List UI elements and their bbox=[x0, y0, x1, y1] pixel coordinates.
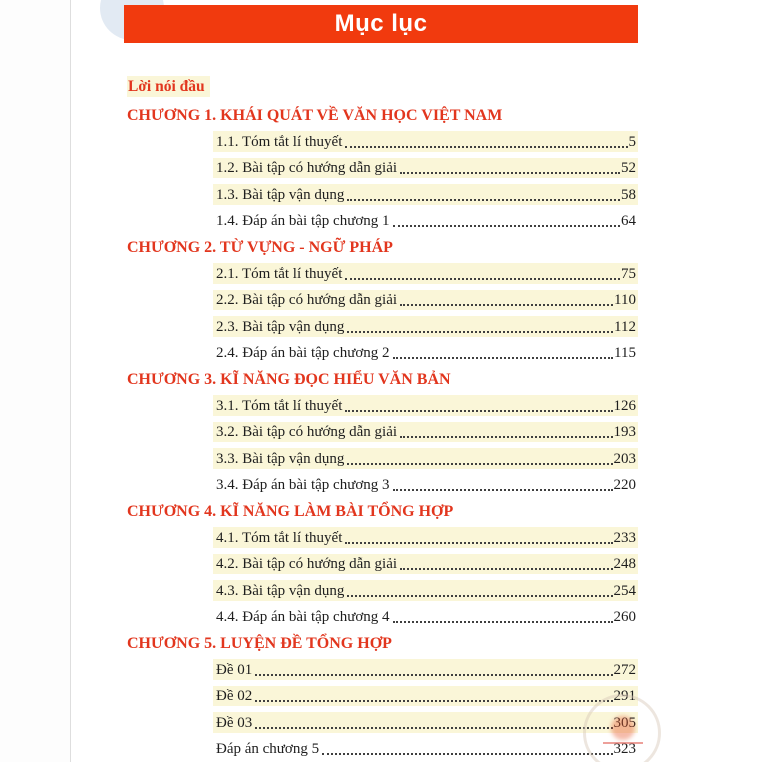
toc-item-label: 2.3. Bài tập vận dụng bbox=[216, 318, 345, 335]
dotted-leader bbox=[393, 357, 614, 359]
toc-item-label: 4.3. Bài tập vận dụng bbox=[216, 582, 345, 599]
toc-header-banner bbox=[124, 5, 638, 43]
chapter-section bbox=[127, 235, 638, 367]
dotted-leader bbox=[345, 146, 627, 148]
dotted-leader bbox=[393, 489, 613, 491]
toc-item bbox=[213, 737, 638, 762]
toc-item bbox=[213, 578, 638, 604]
toc-item bbox=[213, 341, 638, 367]
dotted-leader bbox=[400, 568, 612, 570]
dotted-leader bbox=[255, 727, 612, 729]
toc-item-page: 64 bbox=[621, 212, 636, 229]
dotted-leader bbox=[347, 595, 612, 597]
chapter-title: CHƯƠNG 3. KĨ NĂNG ĐỌC HIỂU VĂN BẢN bbox=[127, 371, 451, 388]
dotted-leader bbox=[347, 331, 613, 333]
chapter-title: CHƯƠNG 5. LUYỆN ĐỀ TỔNG HỢP bbox=[127, 635, 392, 652]
toc-item-page: 203 bbox=[613, 450, 636, 467]
toc-item bbox=[213, 525, 638, 551]
dotted-leader bbox=[400, 436, 612, 438]
toc-item-page: 52 bbox=[621, 160, 636, 177]
toc-item bbox=[213, 657, 638, 683]
page-left-margin bbox=[0, 0, 70, 762]
toc-item-page: 5 bbox=[628, 133, 636, 150]
toc-item-page: 233 bbox=[613, 529, 636, 546]
dotted-leader bbox=[322, 753, 612, 755]
dotted-leader bbox=[347, 463, 612, 465]
chapter-section bbox=[127, 103, 638, 235]
toc-item-page: 112 bbox=[614, 318, 636, 335]
toc-item-page: 254 bbox=[613, 582, 636, 599]
page-edge-line bbox=[70, 0, 71, 762]
toc-item-label: 4.4. Đáp án bài tập chương 4 bbox=[216, 608, 390, 625]
chapter-section bbox=[127, 499, 638, 631]
toc-item-page: 126 bbox=[613, 397, 636, 414]
toc-item bbox=[213, 605, 638, 631]
toc-item-label: 3.4. Đáp án bài tập chương 3 bbox=[216, 476, 390, 493]
toc-item-page: 248 bbox=[613, 556, 636, 573]
toc-item-label: 3.3. Bài tập vận dụng bbox=[216, 450, 345, 467]
toc-item-label: 3.2. Bài tập có hướng dẫn giải bbox=[216, 424, 398, 441]
toc-item bbox=[213, 209, 638, 235]
dotted-leader bbox=[345, 410, 612, 412]
toc-item-page: 291 bbox=[613, 688, 636, 705]
dotted-leader bbox=[400, 172, 620, 174]
toc-item bbox=[213, 288, 638, 314]
toc-item bbox=[213, 129, 638, 155]
chapter-section bbox=[127, 367, 638, 499]
toc-item-page: 115 bbox=[614, 344, 636, 361]
toc-item-label: 2.4. Đáp án bài tập chương 2 bbox=[216, 344, 390, 361]
dotted-leader bbox=[345, 542, 612, 544]
toc-item bbox=[213, 684, 638, 710]
toc-item-page: 75 bbox=[621, 265, 636, 282]
toc-item bbox=[213, 710, 638, 736]
chapters-list bbox=[127, 103, 638, 762]
preface-label: Lời nói đầu bbox=[127, 76, 210, 97]
toc-item-label: 1.3. Bài tập vận dụng bbox=[216, 186, 345, 203]
toc-item bbox=[213, 314, 638, 340]
toc-item bbox=[213, 261, 638, 287]
toc-item bbox=[213, 552, 638, 578]
toc-item-page: 323 bbox=[613, 740, 636, 757]
toc-item-page: 220 bbox=[613, 476, 636, 493]
chapter-title: CHƯƠNG 1. KHÁI QUÁT VỀ VĂN HỌC VIỆT NAM bbox=[127, 107, 503, 124]
toc-item bbox=[213, 420, 638, 446]
dotted-leader bbox=[255, 700, 612, 702]
page-title: Mục lục bbox=[334, 10, 428, 37]
dotted-leader bbox=[345, 278, 620, 280]
toc-item-label: 2.1. Tóm tắt lí thuyết bbox=[216, 265, 343, 282]
toc-item-label: 2.2. Bài tập có hướng dẫn giải bbox=[216, 292, 398, 309]
preface-entry bbox=[127, 74, 210, 100]
toc-item-page: 193 bbox=[613, 424, 636, 441]
toc-item bbox=[213, 393, 638, 419]
toc-item bbox=[213, 156, 638, 182]
chapter-title: CHƯƠNG 2. TỪ VỰNG - NGỮ PHÁP bbox=[127, 239, 393, 256]
toc-item-label: Đáp án chương 5 bbox=[216, 740, 320, 757]
toc-item-label: 4.2. Bài tập có hướng dẫn giải bbox=[216, 556, 398, 573]
toc-item bbox=[213, 182, 638, 208]
toc-item-label: Đề 02 bbox=[216, 688, 253, 705]
chapter-section bbox=[127, 631, 638, 762]
dotted-leader bbox=[347, 199, 620, 201]
toc-item-label: 4.1. Tóm tắt lí thuyết bbox=[216, 529, 343, 546]
chapter-title: CHƯƠNG 4. KĨ NĂNG LÀM BÀI TỔNG HỢP bbox=[127, 503, 454, 520]
toc-item-label: 1.1. Tóm tắt lí thuyết bbox=[216, 133, 343, 150]
dotted-leader bbox=[393, 225, 620, 227]
toc-item-label: Đề 03 bbox=[216, 714, 253, 731]
toc-item-label: 1.4. Đáp án bài tập chương 1 bbox=[216, 212, 390, 229]
toc-item bbox=[213, 473, 638, 499]
dotted-leader bbox=[393, 621, 613, 623]
toc-item-page: 58 bbox=[621, 186, 636, 203]
dotted-leader bbox=[400, 304, 613, 306]
toc-item bbox=[213, 446, 638, 472]
toc-item-page: 260 bbox=[613, 608, 636, 625]
toc-item-label: 3.1. Tóm tắt lí thuyết bbox=[216, 397, 343, 414]
toc-item-label: 1.2. Bài tập có hướng dẫn giải bbox=[216, 160, 398, 177]
toc-item-label: Đề 01 bbox=[216, 661, 253, 678]
toc-item-page: 272 bbox=[613, 661, 636, 678]
toc-item-page: 110 bbox=[614, 292, 636, 309]
dotted-leader bbox=[255, 674, 612, 676]
toc-item-page: 305 bbox=[613, 714, 636, 731]
